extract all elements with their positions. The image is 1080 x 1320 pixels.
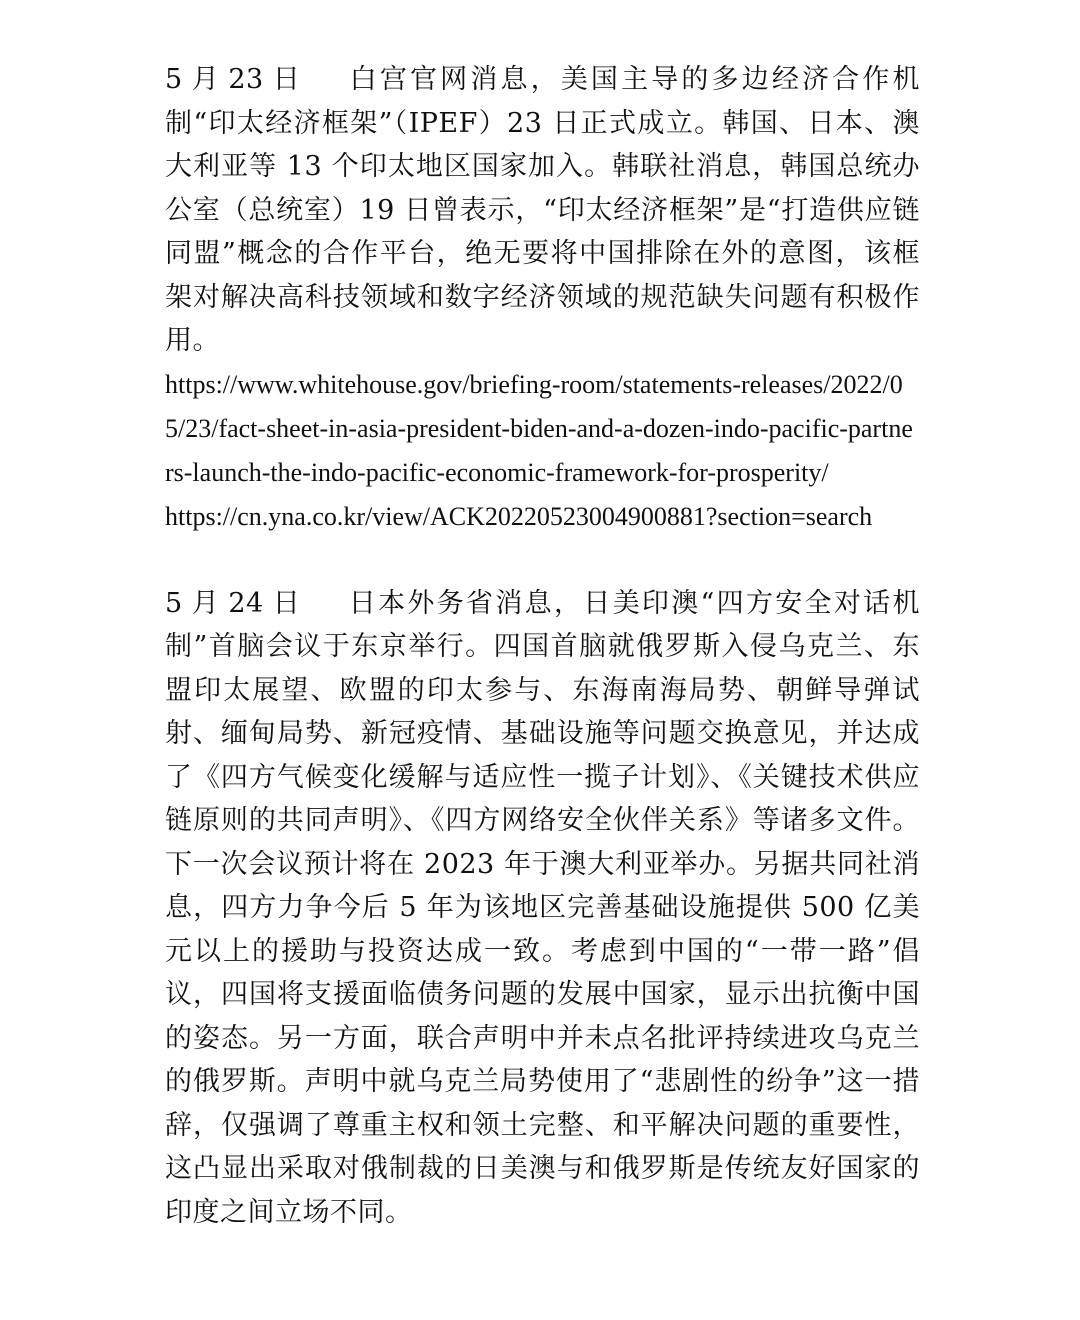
source-link-whitehouse[interactable]: https://www.whitehouse.gov/briefing-room/statements-releases/2022/05/23/fact-sheet-in-asia-president-biden-and-a-dozen-indo-pacific-partners-launch-the-indo-pacific-economic-framework-for-prosperity/: [165, 369, 913, 487]
document-page: [165, 58, 920, 1234]
entry-date: 5 月 24 日: [165, 587, 301, 619]
news-entry-may-24: [165, 582, 920, 1235]
entry-paragraph: [165, 58, 920, 363]
source-link-yonhap[interactable]: https://cn.yna.co.kr/view/ACK20220523004900881?section=search: [165, 501, 873, 531]
entry-spacer: [165, 539, 920, 582]
entry-text: 日本外务省消息，日美印澳“四方安全对话机制”首脑会议于东京举行。四国首脑就俄罗斯入侵乌克兰、东盟印太展望、欧盟的印太参与、东海南海局势、朝鲜导弹试射、缅甸局势、新冠疫情、基础设施等问题交换意见，并达成了《四方气候变化缓解与适应性一揽子计划》、《关键技术供应链原则的共同声明》、《四方网络安全伙伴关系》等诸多文件。下一次会议预计将在 2023 年于澳大利亚举办。另据共同社消息，四方力争今后 5 年为该地区完善基础设施提供 500 亿美元以上的援助与投资达成一致。考虑到中国的“一带一路”倡议，四国将支援面临债务问题的发展中国家，显示出抗衡中国的姿态。另一方面，联合声明中并未点名批评持续进攻乌克兰的俄罗斯。声明中就乌克兰局势使用了“悲剧性的纷争”这一措辞，仅强调了尊重主权和领土完整、和平解决问题的重要性，这凸显出采取对俄制裁的日美澳与和俄罗斯是传统友好国家的印度之间立场不同。: [165, 587, 920, 1228]
news-entry-may-23: [165, 58, 920, 539]
entry-date: 5 月 23 日: [165, 64, 301, 95]
entry-text: 白宫官网消息，美国主导的多边经济合作机制“印太经济框架”（IPEF）23 日正式成立。韩国、日本、澳大利亚等 13 个印太地区国家加入。韩联社消息，韩国总统办公室（总统室）19 日曾表示，“印太经济框架”是“打造供应链同盟”概念的合作平台，绝无要将中国排除在外的意图，该框架对解决高科技领域和数字经济领域的规范缺失问题有积极作用。: [165, 64, 920, 356]
entry-paragraph: [165, 582, 920, 1235]
